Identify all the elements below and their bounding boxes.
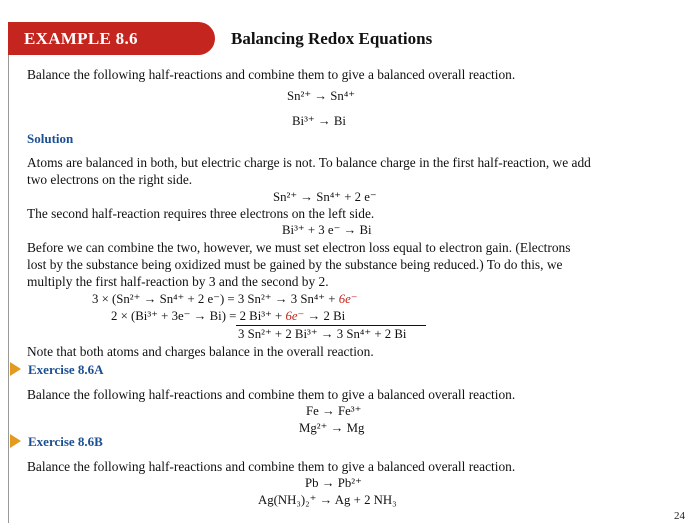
exercise-b-label: Exercise 8.6B (28, 434, 103, 449)
problem-eq-1: Sn²⁺ → Sn⁴⁺ (287, 89, 356, 103)
combined-eq-2-product: → 2 Bi (304, 309, 346, 323)
example-label: EXAMPLE 8.6 (24, 29, 138, 48)
left-border (8, 55, 9, 523)
solution-para1-line2: two electrons on the right side. (27, 172, 193, 187)
exercise-a-statement: Balance the following half-reactions and combine them to give a balanced overall reaction. (27, 387, 516, 402)
combined-eq-1-main: 3 × (Sn²⁺ → Sn⁴⁺ + 2 e⁻) = 3 Sn²⁺ → 3 Sn⁴⁺ + (92, 292, 339, 306)
solution-note: Note that both atoms and charges balance in the overall reaction. (27, 344, 374, 359)
sum-rule (236, 325, 426, 326)
cancelled-electrons-1: 6e⁻ (338, 292, 358, 306)
problem-eq-2: Bi³⁺ → Bi (292, 114, 346, 128)
exercise-b-marker-icon (10, 434, 21, 448)
exercise-a-eq-1: Fe → Fe³⁺ (306, 404, 362, 418)
exercise-a-eq-2: Mg²⁺ → Mg (299, 421, 365, 435)
problem-statement: Balance the following half-reactions and combine them to give a balanced overall reaction. (27, 67, 516, 82)
example-header (0, 22, 700, 55)
overall-reaction: 3 Sn²⁺ + 2 Bi³⁺ → 3 Sn⁴⁺ + 2 Bi (238, 327, 407, 341)
cancelled-electrons-2: 6e⁻ (285, 309, 305, 323)
example-tab (8, 22, 215, 55)
solution-para2: The second half-reaction requires three electrons on the left side. (27, 206, 375, 221)
combined-eq-2-main: 2 × (Bi³⁺ + 3e⁻ → Bi) = 2 Bi³⁺ + (111, 309, 286, 323)
combined-eq-1 (92, 292, 358, 307)
half-reaction-oxidation: Sn²⁺ → Sn⁴⁺ + 2 e⁻ (273, 190, 377, 204)
exercise-b-statement: Balance the following half-reactions and combine them to give a balanced overall reaction. (27, 459, 516, 474)
solution-para3-line2: lost by the substance being oxidized must be gained by the substance being reduced.) To do this, we (27, 257, 563, 272)
exercise-b-eq-2: Ag(NH₃)₂⁺ → Ag + 2 NH₃ (258, 493, 397, 507)
exercise-a-marker-icon (10, 362, 21, 376)
combined-eq-2 (111, 309, 345, 324)
exercise-b-eq-1: Pb → Pb²⁺ (305, 476, 362, 490)
half-reaction-reduction: Bi³⁺ + 3 e⁻ → Bi (282, 223, 372, 237)
page-number: 24 (674, 510, 685, 522)
solution-heading: Solution (27, 131, 74, 146)
solution-para3-line3: multiply the first half-reaction by 3 and the second by 2. (27, 274, 329, 289)
solution-para3-line1: Before we can combine the two, however, we must set electron loss equal to electron gain. (Electrons (27, 240, 571, 255)
example-title: Balancing Redox Equations (231, 29, 433, 48)
solution-para1-line1: Atoms are balanced in both, but electric charge is not. To balance charge in the first half-reaction, we add (27, 155, 591, 170)
exercise-a-label: Exercise 8.6A (28, 362, 104, 377)
